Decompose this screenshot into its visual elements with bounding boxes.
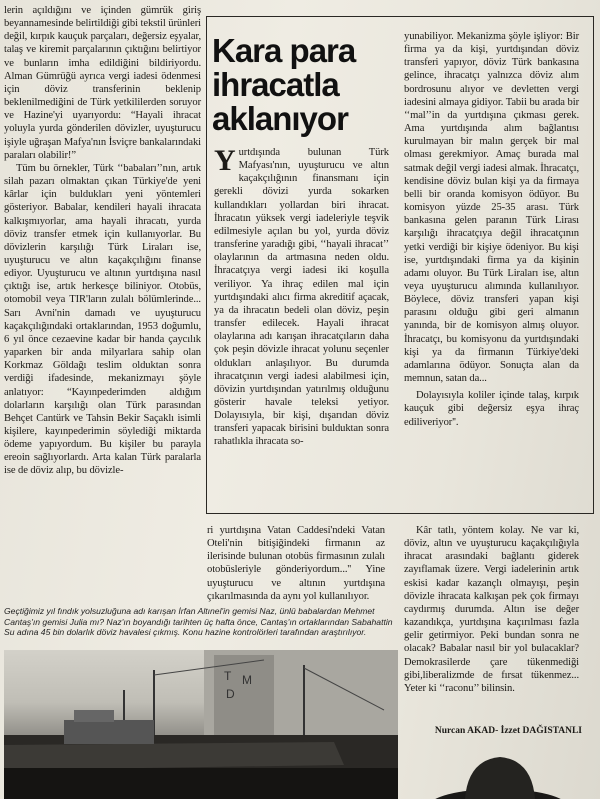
photo-caption: Geçtiğimiz yıl fındık yolsuzluğuna adı karışan İrfan Altınel'in gemisi Naz, ünlü babalardan Mehmet Cantaş'ın gemisi Julia mı? Naz'ın boyandığı tarihten üç hafta önce, Cantaş'ın ortaklarından Sabahattin Su adına 45 bin dolarlık döviz havalesi çıkmış. Konu hazine kontrolörleri tarafından araştırılıyor. [4,606,393,637]
article-column-3-continued [404,524,579,695]
headline [212,34,394,136]
byline: Nurcan AKAD- İzzet DAĞISTANLI [434,726,582,736]
paragraph: Tüm bu örnekler, Türk ‘‘babaları’’nın, artık silah pazarı olmaktan çıkan Türkiye'de yeni kârlar için buldukları yeni yöntemleri gösteriyor. Babalar, kendileri hayali ihracata kalkışmıyorlar, ama hayali ihracatı, yurda döviz transfer etmek için kullanıyorlar. Bu dövizlerin karşılığı Türk Liraları ise, uyuşturucu ve altın kaçakçılığını finanse ediyor. Uyuşturucu ve altının yurtdışına nasıl çıktığı ise, artık herkesçe biliniyor. Otobüs, otomobil veya TIR'ların zulalı bölümlerinde... Sarı Avni'nin damadı ve uyuşturucu kaçakçılığındaki ortaklarından, 1953 doğumlu, 6 yıl önce cezaevine kadar bir handa çaycılık yaparken bir anda milyarlara sahip olan Korkmaz Göldağı teslim olduktan sonra verdiği ifadesinde, mekanizmayı şöyle anlatıyor: “Kayınpederimden aldığım dolarların karşılığı olan Türk parasından Behçet Cantürk ve Tahsin Bekir Saçaklı isimli kişilere, kayınpederimin söylediği miktarda ödeme yapıyordum. Bu kişiler bu parayla ereoin sağlıyorlardı. Arta kalan Türk paralarla ise de döviz alıp, bu dövizle- [4,162,201,477]
headline-line-1: Kara para [212,32,356,69]
headline-line-2: ihracatla [212,66,339,103]
svg-text:M: M [242,673,252,687]
ship-illustration [4,650,398,799]
paragraph: yunabiliyor. Mekanizma şöyle işliyor: Bir firma ya da kişi, yurtdışından döviz transferi yapıyor, döviz Türk bankasına gelince, ihracatçı yalnızca döviz alım bordrosunu alıyor ve devletten vergi iadesini almaya gidiyor. Tabii bu arada bir ‘‘mal’’in da yurtdışına çıkması gerek. Ama yurtdışında alım bağlantısı kurulmayan bir malın gerçek bir mal olması gerekmiyor. Amaç burada mal satmak değil vergi iadesi almak. İhracatçı, kendisine döviz bulan kişi ya da firmaya belli bir oranda komisyon ödüyor. Bu komisyon yüzde 25-35 arası. Türk bankasına gelen paranın Türk Lirası karşılığı ihracatçıya değil ihracatçının yetki verdiği bir kişiye ödeniyor. Bu kişi ise, yurtdışındaki firma ya da kişinin adamı oluyor. Bu Türk Liraları ise, altın veya uyuşturucu alımında kullanılıyor. Böylece, döviz transferi yapan kişi parasını olduğu gibi geri almanın yanında, bir de komisyon almış oluyor. İhracatçı, bu komisyonu da yurtdışındaki kişi ya da firmanın Türkiye'deki adamlarına ödüyor. Sonuçta alan da memnun, satan da... [404,31,579,385]
lead-paragraph [214,146,389,449]
ship-photo [4,650,398,799]
paragraph: lerin açıldığını ve içinden gümrük giriş beyannamesinde belirtildiği gibi tekstil ürünleri değil, kırpık kauçuk parçaları, değersiz eşyalar, talaş ve kiremit parçalarının çıktığını belirtiyor ve bunların imha edildiğini bildiriyordu. Alman Gümrüğü ayrıca vergi iadesi ödenmesi için döviz transferinin beklenip beklenilmediğini de Türk yetkililerden soruyor ve Hazine'yi uyarıyordu: “Hayali ihracat yoluyla yurda gönderilen dövizler, uyuşturucu işiyle uğraşan Mafya'nın İsviçre bankalarındaki paraları olabilir!” [4,5,201,161]
drop-cap: Y [214,144,236,177]
article-column-2-continued [207,524,385,603]
lead-text: urtdışında bulunan Türk Mafyası'nın, uyuşturucu ve altın kaçakçılığının finansmanı için gerekli dövizi yurda sokarken kullandıkları yollardan biri ihracat. İhracatın yüksek vergi iadeleriyle teşvik edilmesiyle açılan bu yol, yurda döviz transferine yaradığı gibi, ‘‘hayali ihracat’’ olaylarının da artmasına neden oldu. İhracatçıya vergi iadesi iki koşulla veriliyor. Ya ihraç edilen mal için yurtdışındaki alıcı firma akreditif açacak, ya da ihracatın bedeli olan döviz, peşin transfer edilecek. Hayali ihracat olaylarına adı karışan ihracatçıların daha çok peşin dövizle ihracat yolunu seçenler oldukları anlaşılıyor. Bu durumda ihracatçının vergi iadesi alabilmesi için, dövizin yurtdışından yatırılmış olduğunu gösterir havale teleksi yetiyor. Dolayısıyla, bir kişi, dışarıdan döviz transferi yapacak birisini bulduktan sonra rahatlıkla ihracata so- [214,147,389,448]
svg-text:D: D [226,687,235,701]
article-column-3 [404,30,579,429]
author-photo [420,752,600,799]
article-column-1 [4,4,201,478]
paragraph: Dolayısıyla koliler içinde talaş, kırpık kauçuk gibi değersiz eşya ihraç ediliveriyor''. [404,390,579,428]
hat-illustration [420,752,600,799]
headline-line-3: aklanıyor [212,100,348,137]
svg-text:T: T [224,669,232,683]
paragraph: ri yurtdışına Vatan Caddesi'ndeki Vatan Oteli'nin bitişiğindeki firmanın az ilerisinde bulunan otobüs firmasının zulalı otobüsleriyle gönderiyordum...'' Yine uyuşturucu ve altının yurtdışına çıkarılmasında da aynı yol kullanılıyor. [207,525,385,602]
headline-block [208,30,394,138]
article-column-2 [214,146,389,449]
paragraph: Kâr tatlı, yöntem kolay. Ne var ki, döviz, altın ve uyuşturucu kaçakçılığıyla ihracat arasındaki bağlantı giderek zayıflamak üzere. Vergi iadelerinin artık eskisi kadar kazançlı olmayışı, peşin dövizle ihracata kalkışan pek çok firmayı caydırmış durumda. Altın ise değer kazandıkça, yurtdışına kaçırılması fazla gelir getirmiyor. Peki bundan sonra ne olacak? Babalar nasıl bir yol bulacaklar? Demokrasilerde çare tükenmediği gibi,liberalizmde de fırsat tükenmez... Yeter ki ‘‘raconu’’ bilinsin. [404,525,579,694]
